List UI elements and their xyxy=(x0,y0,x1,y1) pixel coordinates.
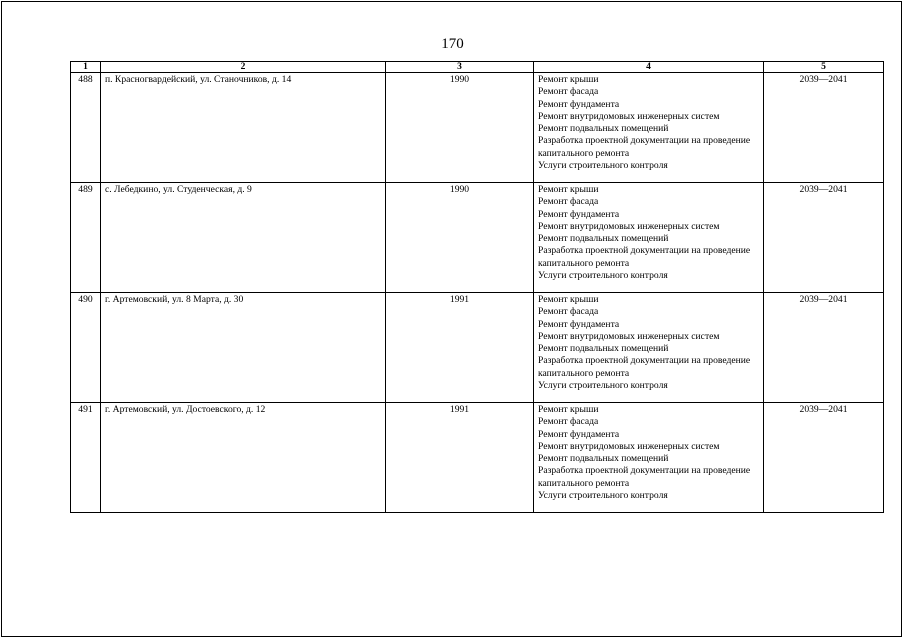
address-cell: п. Красногвардейский, ул. Станочников, д. 14 xyxy=(101,73,386,183)
work-item: Услуги строительного контроля xyxy=(538,490,668,502)
table-row xyxy=(71,403,884,513)
period-cell: 2039—2041 xyxy=(764,293,884,403)
work-item: Ремонт крыши xyxy=(538,294,599,305)
table-row xyxy=(71,183,884,293)
row-number: 488 xyxy=(71,73,101,183)
year-cell: 1990 xyxy=(386,183,534,293)
work-item: Услуги строительного контроля xyxy=(538,270,668,282)
column-header: 4 xyxy=(534,62,764,73)
work-item: Разработка проектной документации на проведение капитального ремонта xyxy=(538,355,751,379)
work-item: Ремонт фасада xyxy=(538,196,599,208)
page-number: 170 xyxy=(441,36,464,52)
repair-schedule-table xyxy=(70,61,884,513)
table-row xyxy=(71,293,884,403)
work-item: Разработка проектной документации на проведение капитального ремонта xyxy=(538,465,751,489)
work-item: Ремонт крыши xyxy=(538,184,599,195)
year-cell: 1991 xyxy=(386,293,534,403)
work-item: Услуги строительного контроля xyxy=(538,160,668,172)
year-cell: 1991 xyxy=(386,403,534,513)
work-item: Ремонт фасада xyxy=(538,306,599,318)
work-item: Ремонт внутридомовых инженерных систем xyxy=(538,110,720,122)
works-cell xyxy=(534,183,764,293)
row-number: 489 xyxy=(71,183,101,293)
column-header: 2 xyxy=(101,62,386,73)
period-cell: 2039—2041 xyxy=(764,183,884,293)
table-row xyxy=(71,73,884,183)
work-item: Ремонт внутридомовых инженерных систем xyxy=(538,220,720,232)
work-item: Ремонт фасада xyxy=(538,416,599,428)
address-cell: г. Артемовский, ул. Достоевского, д. 12 xyxy=(101,403,386,513)
work-item: Ремонт подвальных помещений xyxy=(538,123,669,135)
work-item: Ремонт внутридомовых инженерных систем xyxy=(538,440,720,452)
work-item: Ремонт фасада xyxy=(538,86,599,98)
works-cell xyxy=(534,73,764,183)
row-number: 491 xyxy=(71,403,101,513)
period-cell: 2039—2041 xyxy=(764,403,884,513)
work-item: Ремонт подвальных помещений xyxy=(538,233,669,245)
column-header: 3 xyxy=(386,62,534,73)
works-cell xyxy=(534,293,764,403)
work-item: Ремонт подвальных помещений xyxy=(538,453,669,465)
address-cell: с. Лебедкино, ул. Студенческая, д. 9 xyxy=(101,183,386,293)
work-item: Ремонт фундамента xyxy=(538,208,620,220)
column-header: 1 xyxy=(71,62,101,73)
table-header-row xyxy=(71,62,884,73)
column-header: 5 xyxy=(764,62,884,73)
work-item: Ремонт внутридомовых инженерных систем xyxy=(538,330,720,342)
work-item: Разработка проектной документации на проведение капитального ремонта xyxy=(538,135,751,159)
works-cell xyxy=(534,403,764,513)
work-item: Ремонт фундамента xyxy=(538,428,620,440)
period-cell: 2039—2041 xyxy=(764,73,884,183)
work-item: Услуги строительного контроля xyxy=(538,380,668,392)
row-number: 490 xyxy=(71,293,101,403)
work-item: Ремонт подвальных помещений xyxy=(538,343,669,355)
work-item: Ремонт фундамента xyxy=(538,318,620,330)
work-item: Разработка проектной документации на проведение капитального ремонта xyxy=(538,245,751,269)
work-item: Ремонт крыши xyxy=(538,74,599,85)
address-cell: г. Артемовский, ул. 8 Марта, д. 30 xyxy=(101,293,386,403)
year-cell: 1990 xyxy=(386,73,534,183)
work-item: Ремонт фундамента xyxy=(538,98,620,110)
work-item: Ремонт крыши xyxy=(538,404,599,415)
